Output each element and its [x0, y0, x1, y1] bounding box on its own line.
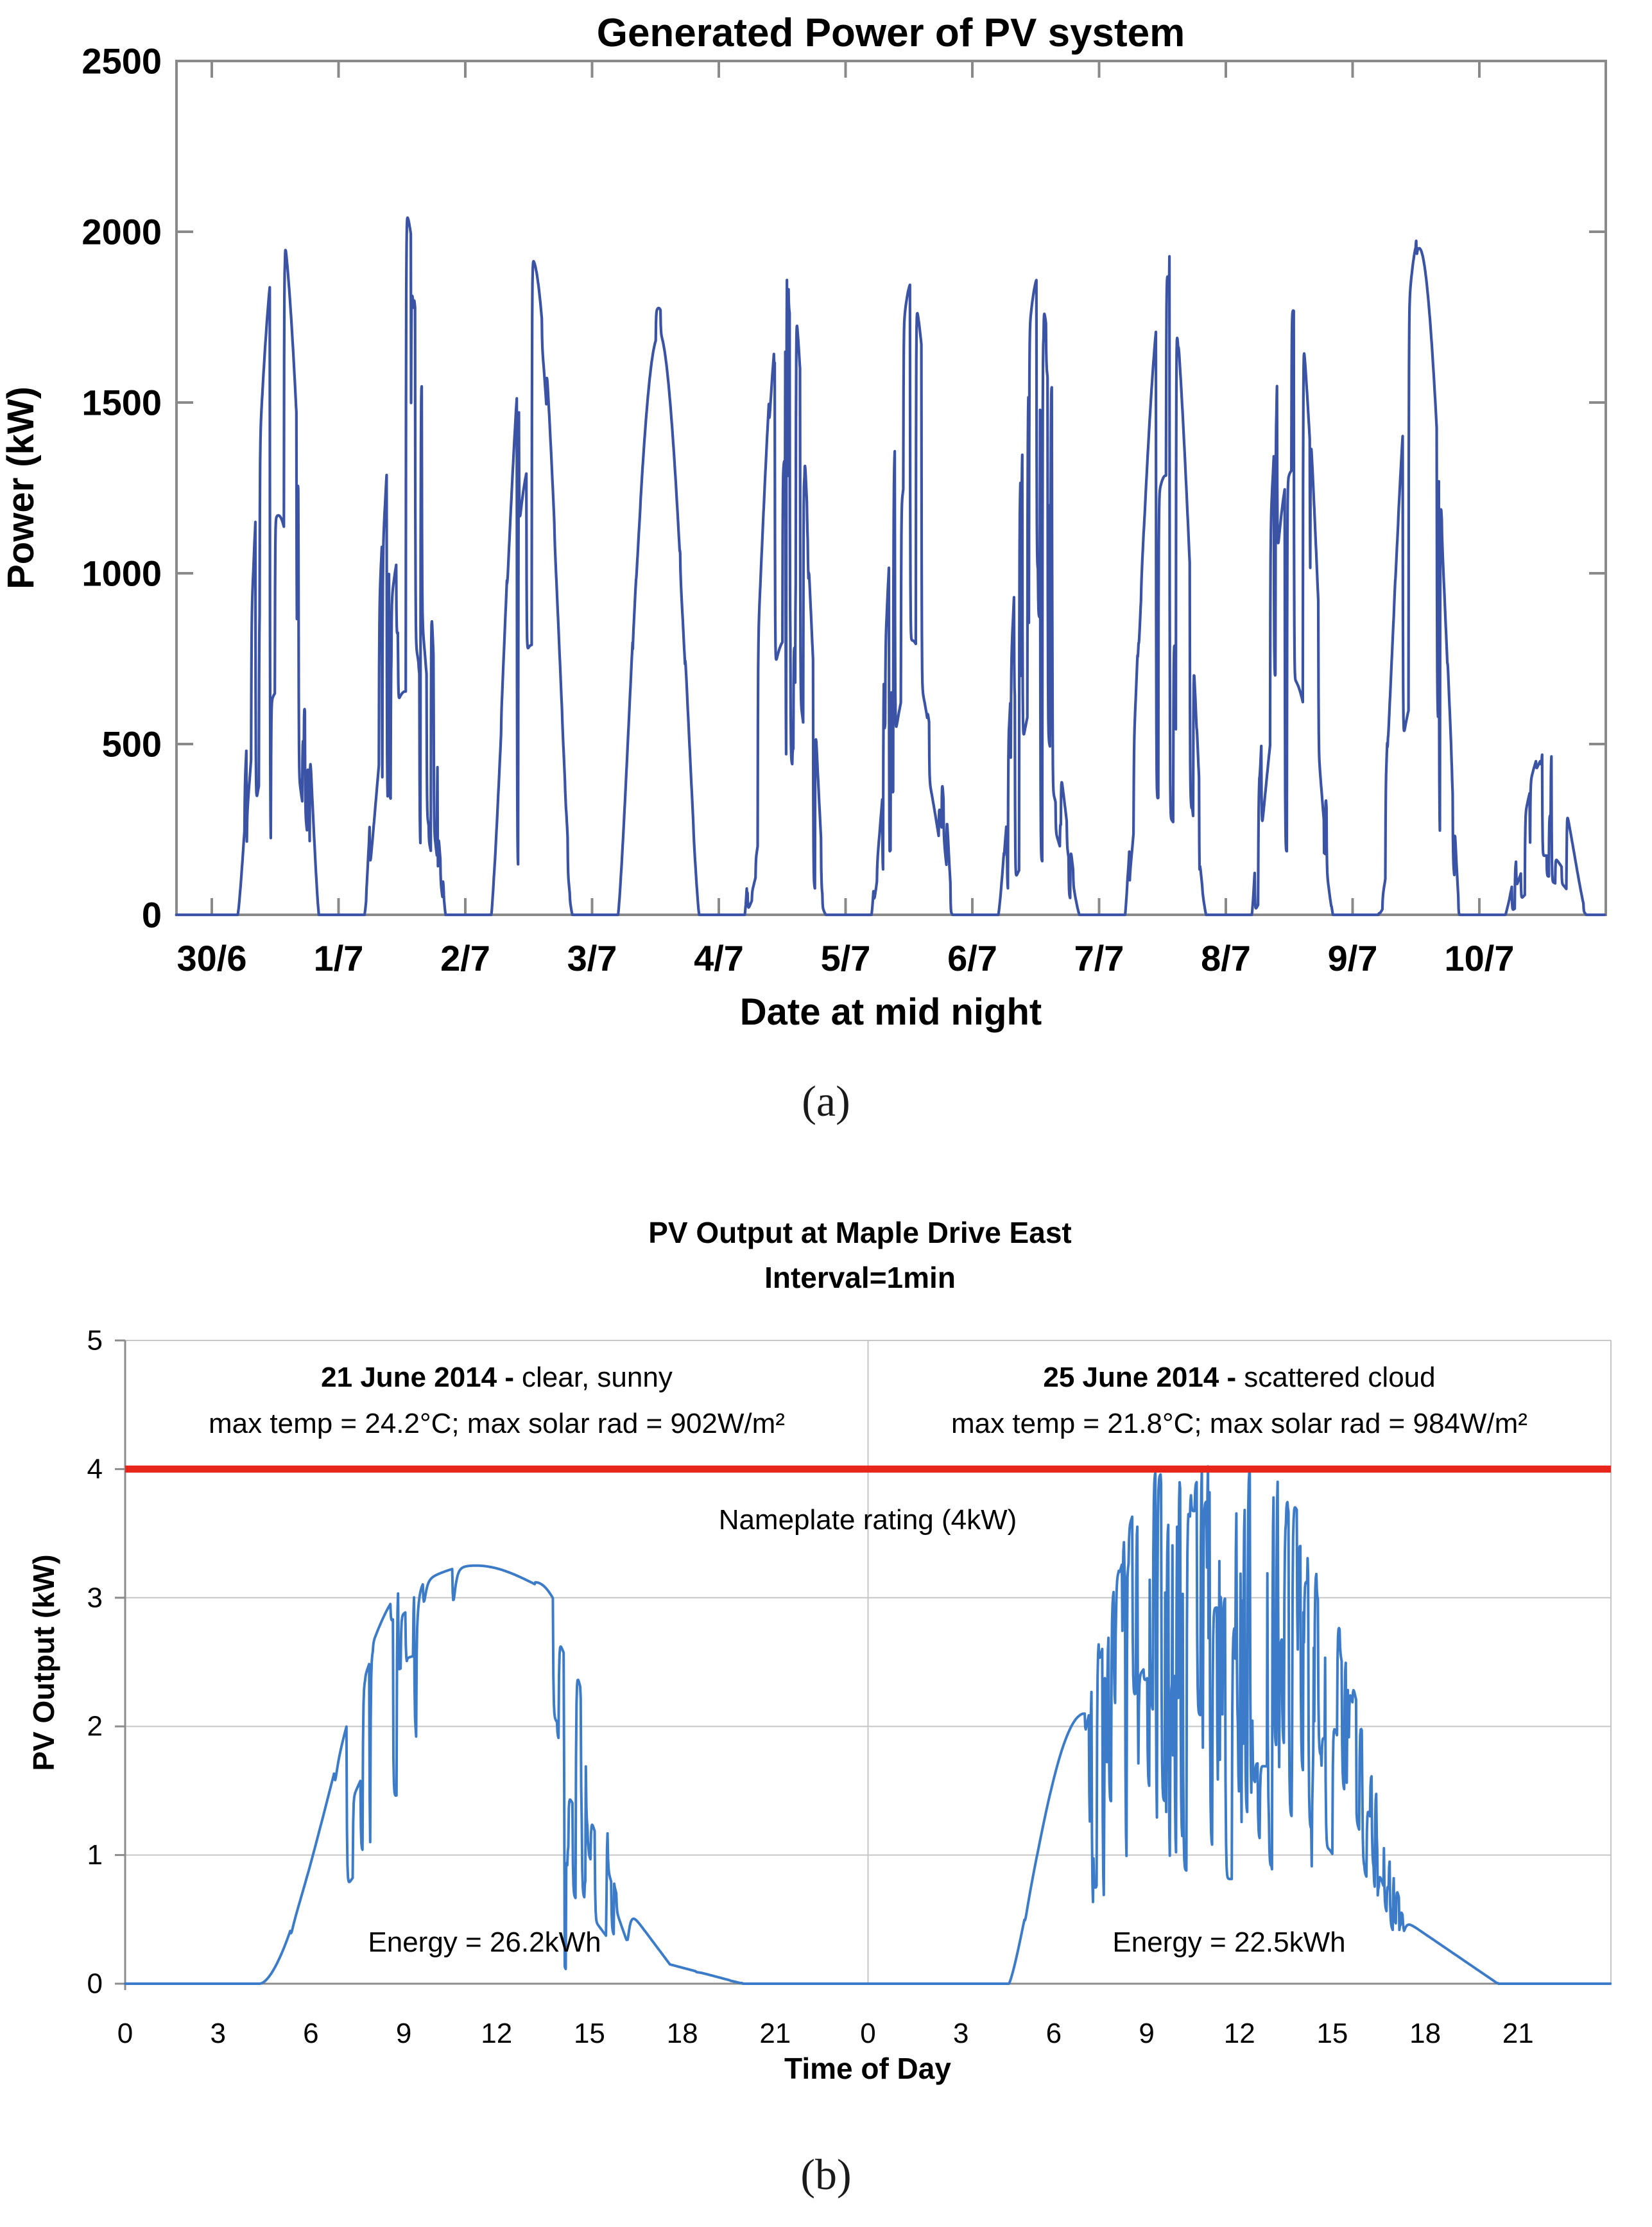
a-x-tick-label: 5/7: [820, 938, 871, 978]
b-x-tick-label: 18: [1409, 2018, 1441, 2049]
day2-condition: scattered cloud: [1244, 1362, 1436, 1393]
day2-stats: max temp = 21.8°C; max solar rad = 984W/m²: [951, 1408, 1527, 1439]
b-x-tick-label: 21: [759, 2018, 791, 2049]
b-x-tick-label: 15: [573, 2018, 605, 2049]
day1-stats: max temp = 24.2°C; max solar rad = 902W/m²: [209, 1408, 785, 1439]
chart-b-yaxis-label: PV Output (kW): [27, 1554, 60, 1771]
b-y-tick-label: 0: [87, 1968, 103, 2000]
b-x-tick-label: 15: [1316, 2018, 1348, 2049]
b-x-tick-label: 3: [952, 2018, 969, 2049]
day2-energy-label: Energy = 22.5kWh: [1112, 1927, 1346, 1958]
a-x-tick-label: 30/6: [176, 938, 247, 978]
b-x-tick-label: 6: [303, 2018, 319, 2049]
chart-a-xaxis-label: Date at mid night: [739, 991, 1042, 1033]
chart-a-title: Generated Power of PV system: [596, 11, 1185, 55]
a-x-tick-label: 1/7: [313, 938, 364, 978]
a-x-tick-label: 3/7: [567, 938, 617, 978]
b-y-tick-label: 1: [87, 1839, 103, 1871]
panel-b-label: (b): [800, 2150, 852, 2199]
a-x-tick-label: 10/7: [1444, 938, 1515, 978]
day2-annotation-line1: [1043, 1362, 1435, 1393]
a-y-tick-label: 2500: [82, 40, 162, 82]
pv-power-trace: [176, 218, 1605, 915]
b-x-tick-label: 9: [395, 2018, 412, 2049]
a-x-tick-label: 4/7: [694, 938, 744, 978]
b-x-tick-label: 18: [666, 2018, 698, 2049]
day1-energy-label: Energy = 26.2kWh: [368, 1927, 601, 1958]
chart-a-yaxis-label: Power (kW): [0, 386, 42, 589]
a-y-tick-label: 1000: [82, 553, 162, 594]
b-x-tick-label: 12: [481, 2018, 513, 2049]
a-x-tick-label: 2/7: [440, 938, 490, 978]
a-x-tick-label: 8/7: [1201, 938, 1251, 978]
chart-b-subtitle: Interval=1min: [764, 1261, 956, 1294]
b-y-tick-label: 4: [87, 1453, 103, 1485]
chart-b-xaxis-label: Time of Day: [784, 2052, 951, 2085]
b-x-tick-label: 6: [1045, 2018, 1062, 2049]
nameplate-rating-label: Nameplate rating (4kW): [718, 1504, 1017, 1536]
day1-annotation-line1: [321, 1362, 673, 1393]
b-x-tick-label: 0: [117, 2018, 133, 2049]
b-y-tick-label: 3: [87, 1582, 103, 1614]
a-x-tick-label: 6/7: [947, 938, 997, 978]
b-x-tick-label: 9: [1139, 2018, 1155, 2049]
b-x-tick-label: 0: [860, 2018, 876, 2049]
chart-b-title: PV Output at Maple Drive East: [648, 1216, 1072, 1249]
a-x-tick-label: 7/7: [1074, 938, 1124, 978]
a-y-tick-label: 1500: [82, 382, 162, 423]
chart-a-plot-area: [82, 41, 1606, 979]
b-x-tick-label: 3: [210, 2018, 226, 2049]
pv-output-maple-drive-chart: [0, 1194, 1652, 2106]
a-x-tick-label: 9/7: [1327, 938, 1378, 978]
a-y-tick-label: 2000: [82, 211, 162, 252]
a-y-tick-label: 0: [141, 894, 162, 935]
b-x-tick-label: 21: [1502, 2018, 1534, 2049]
day1-condition: clear, sunny: [522, 1362, 673, 1393]
panel-a-label: (a): [802, 1077, 850, 1125]
day1-date: 21 June 2014 -: [321, 1362, 515, 1393]
b-y-tick-label: 2: [87, 1710, 103, 1742]
a-y-tick-label: 500: [101, 724, 162, 765]
pv-generated-power-chart: [0, 0, 1652, 1066]
b-x-tick-label: 12: [1223, 2018, 1255, 2049]
b-y-tick-label: 5: [87, 1324, 103, 1356]
day2-date: 25 June 2014 -: [1043, 1362, 1237, 1393]
